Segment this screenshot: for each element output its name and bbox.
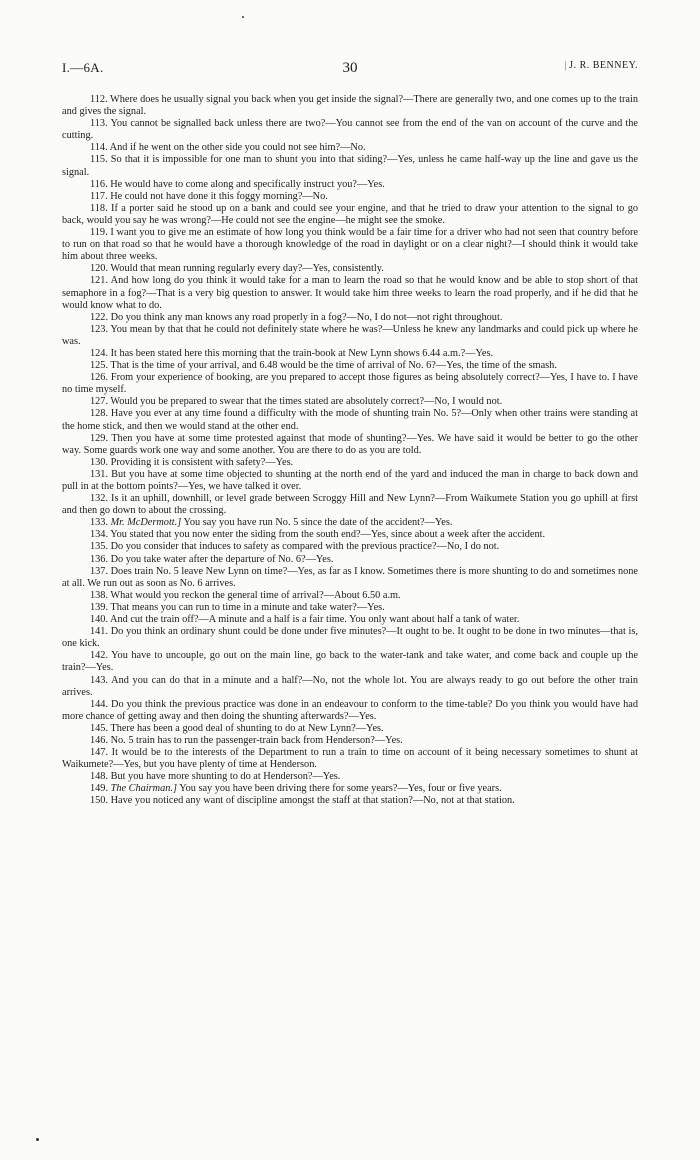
testimony-body xyxy=(62,94,638,808)
page-mark-dot xyxy=(242,16,244,18)
paragraph-text: 139. That means you can run to time in a minute and take water?—Yes. xyxy=(90,601,385,613)
paragraph-text: You say you have been driving there for some years?—Yes, four or five years. xyxy=(179,783,502,795)
testimony-paragraph xyxy=(62,493,638,517)
testimony-paragraph xyxy=(62,227,638,263)
testimony-paragraph xyxy=(62,795,638,807)
testimony-paragraph xyxy=(62,408,638,432)
paragraph-text: 126. From your experience of booking, are you prepared to accept those figures as being absolutely correct?—Yes, I have to. I have no time myself. xyxy=(62,372,638,396)
testimony-paragraph xyxy=(62,457,638,469)
testimony-paragraph xyxy=(62,203,638,227)
paragraph-text: 136. Do you take water after the departure of No. 6?—Yes. xyxy=(90,553,334,565)
testimony-paragraph xyxy=(62,348,638,360)
paragraph-text: 141. Do you think an ordinary shunt could be done under five minutes?—It ought to be. It ought to be done in two minutes—that is, one kick. xyxy=(62,626,638,650)
paragraph-text: 135. Do you consider that induces to safety as compared with the previous practice?—No, I do not. xyxy=(90,541,500,553)
paragraph-text: 147. It would be to the interests of the Department to run a train to time on account of it being necessary sometimes to shunt at Waikumete?—Yes, but you have plenty of time at Henderson. xyxy=(62,747,638,771)
question-number: 133. xyxy=(90,517,109,529)
paragraph-text: 146. No. 5 train has to run the passenger-train back from Henderson?—Yes. xyxy=(90,734,403,746)
testimony-paragraph xyxy=(62,723,638,735)
page-mark-dot xyxy=(36,1138,39,1141)
question-number: 149. xyxy=(90,783,109,795)
testimony-paragraph xyxy=(62,517,638,529)
testimony-paragraph xyxy=(62,771,638,783)
paragraph-text: 112. Where does he usually signal you back when you get inside the signal?—There are generally two, and one comes up to the train and gives the signal. xyxy=(62,94,638,118)
paragraph-text: 150. Have you noticed any want of discipline amongst the staff at that station?—No, not at that station. xyxy=(90,795,515,807)
paragraph-text: 145. There has been a good deal of shunting to do at New Lynn?—Yes. xyxy=(90,722,384,734)
paragraph-text: 119. I want you to give me an estimate of how long you think would be a fair time for a driver who had not seen that country before to run on that road so that he would have a thorough knowledge of the road in daylight or on a clear night?—I should think it would take him about three weeks. xyxy=(62,227,638,263)
paragraph-text: 129. Then you have at some time protested against that mode of shunting?—Yes. We have said it would be better to go the other way. Some guards work one way and some another. You are there to do as you are told. xyxy=(62,432,638,456)
paragraph-text: 130. Providing it is consistent with safety?—Yes. xyxy=(90,456,294,468)
testimony-paragraph xyxy=(62,566,638,590)
paragraph-text: 137. Does train No. 5 leave New Lynn on time?—Yes, as far as I know. Sometimes there is more shunting to do and sometimes none at all. We run out as soon as No. 6 arrives. xyxy=(62,565,638,589)
paragraph-text: 120. Would that mean running regularly every day?—Yes, consistently. xyxy=(90,263,384,275)
testimony-paragraph xyxy=(62,94,638,118)
speaker-label: Mr. McDermott.] xyxy=(110,517,182,529)
testimony-paragraph xyxy=(62,142,638,154)
testimony-paragraph xyxy=(62,783,638,795)
testimony-paragraph xyxy=(62,541,638,553)
witness-name: | J. R. BENNEY. xyxy=(565,60,638,71)
testimony-paragraph xyxy=(62,396,638,408)
testimony-paragraph xyxy=(62,675,638,699)
testimony-paragraph xyxy=(62,590,638,602)
testimony-paragraph xyxy=(62,263,638,275)
paragraph-text: 138. What would you reckon the general time of arrival?—About 6.50 a.m. xyxy=(90,589,401,601)
paragraph-text: 114. And if he went on the other side you could not see him?—No. xyxy=(90,142,366,154)
testimony-paragraph xyxy=(62,179,638,191)
paragraph-text: 132. Is it an uphill, downhill, or level grade between Scroggy Hill and New Lynn?—From Waikumete Station you go uphill at first and then go down to about the crossing. xyxy=(62,493,638,517)
paragraph-text: 131. But you have at some time objected to shunting at the north end of the yard and induced the man in charge to back down and pull in at the bottom points?—Yes, we have talked it over. xyxy=(62,468,638,492)
testimony-paragraph xyxy=(62,372,638,396)
testimony-paragraph xyxy=(62,324,638,348)
speaker-label: The Chairman.] xyxy=(110,783,177,795)
testimony-paragraph xyxy=(62,118,638,142)
page-header xyxy=(62,60,638,78)
page-number: 30 xyxy=(342,60,358,76)
testimony-paragraph xyxy=(62,699,638,723)
paragraph-text: 124. It has been stated here this morning that the train-book at New Lynn shows 6.44 a.m.?—Yes. xyxy=(90,347,494,359)
paragraph-text: 116. He would have to come along and specifically instruct you?—Yes. xyxy=(90,178,385,190)
paragraph-text: 115. So that it is impossible for one man to shunt you into that siding?—Yes, unless he came half-way up the line and gave us the signal. xyxy=(62,154,638,178)
paragraph-text: 113. You cannot be signalled back unless there are two?—You cannot see from the end of the van on account of the curve and the cutting. xyxy=(62,118,638,142)
paragraph-text: 142. You have to uncouple, go out on the main line, go back to the water-tank and take water, and come back and couple up the train?—Yes. xyxy=(62,650,638,674)
paragraph-text: 127. Would you be prepared to swear that the times stated are absolutely correct?—No, I would not. xyxy=(90,396,503,408)
paragraph-text: You say you have run No. 5 since the date of the accident?—Yes. xyxy=(183,517,453,529)
paragraph-text: 125. That is the time of your arrival, and 6.48 would be the time of arrival of No. 6?—Yes, the time of the smash. xyxy=(90,360,557,372)
paragraph-text: 118. If a porter said he stood up on a bank and could see your engine, and that he tried to draw your attention to the signal to go back, would you say he was wrong?—He could not see the engine—he might see the smoke. xyxy=(62,202,638,226)
testimony-paragraph xyxy=(62,650,638,674)
testimony-paragraph xyxy=(62,735,638,747)
paragraph-text: 122. Do you think any man knows any road properly in a fog?—No, I do not—not right throughout. xyxy=(90,311,503,323)
testimony-paragraph xyxy=(62,191,638,203)
testimony-paragraph xyxy=(62,529,638,541)
testimony-paragraph xyxy=(62,469,638,493)
paragraph-text: 134. You stated that you now enter the siding from the south end?—Yes, since about a week after the accident. xyxy=(90,529,546,541)
testimony-paragraph xyxy=(62,433,638,457)
paragraph-text: 148. But you have more shunting to do at Henderson?—Yes. xyxy=(90,771,341,783)
testimony-paragraph xyxy=(62,312,638,324)
paragraph-text: 143. And you can do that in a minute and a half?—No, not the whole lot. You are always ready to go out before the other train arrives. xyxy=(62,674,638,698)
paragraph-text: 123. You mean by that that he could not definitely state where he was?—Unless he knew any landmarks and could pick up where he was. xyxy=(62,323,638,347)
document-reference: I.—6A. xyxy=(62,60,104,75)
testimony-paragraph xyxy=(62,360,638,372)
paragraph-text: 144. Do you think the previous practice was done in an endeavour to conform to the time-table? Do you think you would have had more chance of getting away and then doing the shunting afterwards?—Yes. xyxy=(62,698,638,722)
testimony-paragraph xyxy=(62,554,638,566)
testimony-paragraph xyxy=(62,602,638,614)
testimony-paragraph xyxy=(62,275,638,311)
paragraph-text: 140. And cut the train off?—A minute and a half is a fair time. You only want about half a tank of water. xyxy=(90,614,520,626)
testimony-paragraph xyxy=(62,614,638,626)
testimony-paragraph xyxy=(62,626,638,650)
testimony-paragraph xyxy=(62,747,638,771)
paragraph-text: 121. And how long do you think it would take for a man to learn the road so that he would know and be able to stop short of that semaphore in a fog?—That is a very big question to answer. It would take him three weeks to learn the road properly, and if he did that he would know what to do. xyxy=(62,275,638,311)
testimony-paragraph xyxy=(62,154,638,178)
paragraph-text: 117. He could not have done it this foggy morning?—No. xyxy=(90,190,328,202)
paragraph-text: 128. Have you ever at any time found a difficulty with the mode of shunting train No. 5?—Only when other trains were standing at the home stick, and then we would stand at the other end. xyxy=(62,408,638,432)
